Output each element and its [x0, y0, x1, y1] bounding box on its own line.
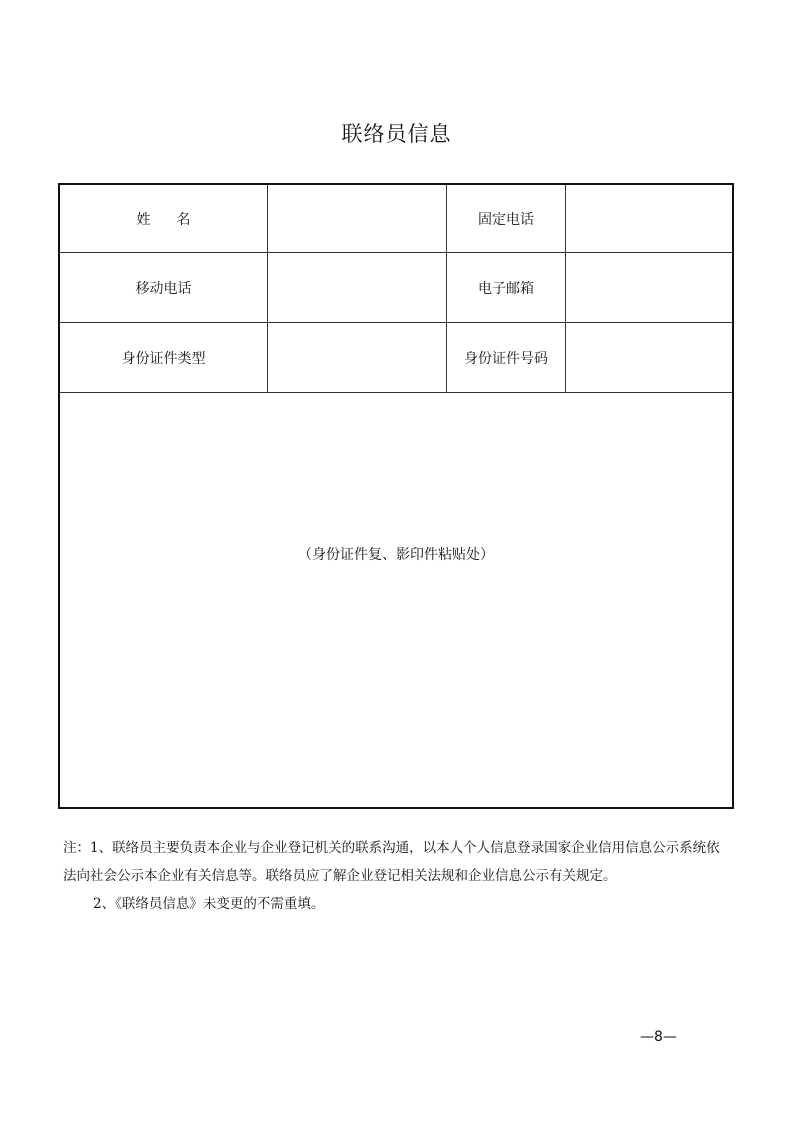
form-row-name	[60, 185, 732, 253]
id-number-field[interactable]	[566, 323, 732, 392]
contact-info-form	[58, 183, 734, 809]
note-line-3: 2、《联络员信息》未变更的不需重填。	[93, 896, 325, 912]
id-type-label: 身份证件类型	[60, 323, 268, 392]
mobile-label: 移动电话	[60, 253, 268, 322]
email-label: 电子邮箱	[447, 253, 566, 322]
email-field[interactable]	[566, 253, 732, 322]
name-label: 姓名	[136, 211, 217, 228]
id-copy-paste-area	[60, 393, 732, 807]
form-row-mobile	[60, 253, 732, 323]
paste-hint-text: （身份证件复、影印件粘贴处）	[298, 547, 494, 563]
id-type-field[interactable]	[268, 323, 447, 392]
note-line-2: 法向社会公示本企业有关信息等。联络员应了解企业登记相关法规和企业信息公示有关规定。	[63, 868, 617, 884]
id-number-label: 身份证件号码	[447, 323, 566, 392]
mobile-field[interactable]	[268, 253, 447, 322]
name-label-cell	[60, 185, 268, 252]
page-number: —8—	[640, 1029, 677, 1045]
page-title: 联络员信息	[341, 122, 452, 146]
form-row-id	[60, 323, 732, 393]
note-line-1: 注：1、联络员主要负责本企业与企业登记机关的联系沟通，以本人个人信息登录国家企业信用信息公示系统依	[63, 840, 720, 856]
name-field[interactable]	[268, 185, 447, 252]
landline-label: 固定电话	[447, 185, 566, 252]
notes-section	[63, 834, 736, 918]
landline-field[interactable]	[566, 185, 732, 252]
